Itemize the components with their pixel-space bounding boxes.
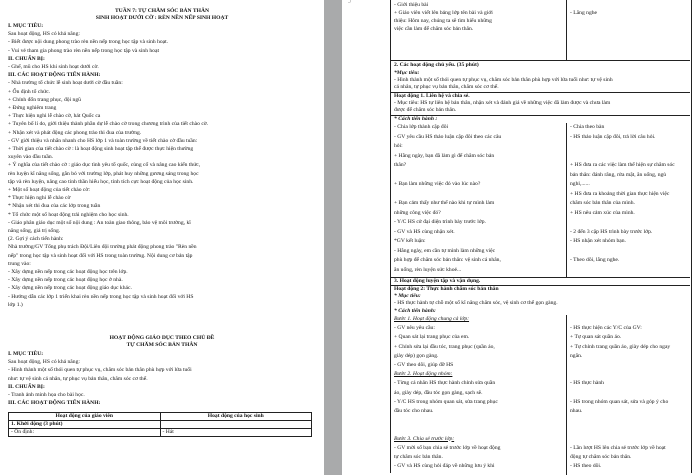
table-cell: + Giáo viên viết lên bảng lớp tên bài và giới [394,10,493,16]
teacher-step: - Hằng ngày, em cần tự mình làm những việc [394,247,496,254]
text-line: - Hướng dẫn các lớp 1 triển khai rèn nền nếp trong học tập và sinh hoạt đối với HS [8,293,194,300]
student-step: + Tự chỉnh trang quần áo, giày dép cho ngay [570,343,671,350]
text-line: - Vui vẻ tham gia phong trào rèn nền nếp trong học tập và sinh hoạt [8,47,160,54]
row-divider [390,60,690,61]
text-line: - Ghế, mũ cho HS khi sinh hoạt dưới cờ. [8,64,99,70]
student-step: - Chia theo bàn [570,124,605,130]
table-cell: 1. Khởi động (3 phút) [9,420,161,428]
text-line: - Hình thành một số thói quen tự phục vụ, chăm sóc bản thân phù hợp với lứa tuổi [8,367,192,374]
text-line: nếp" trong học tập và sinh hoạt đối với HS trong toàn trường. Nội dung cơ bản tập [8,252,193,259]
text-line: như: tự vệ sinh cá nhân, tự phục vụ bản thân, chăm sóc cơ thể. [8,375,148,382]
teacher-step: giày dép) gọn gàng. [394,352,439,359]
text-line: - GV giới thiệu và nhắn nhanh cho HS lớp 1 và toàn trường về tiết chào cờ đầu tuần: [8,137,198,144]
text-line: - Xây dựng nền nếp trong các hoạt động học ở nhà. [8,277,123,284]
teacher-step: - Y/C HS trong nhóm quan sát, sửa trang phục [394,398,498,405]
student-step: - HS theo dõi. [570,463,602,470]
section-heading: II. CHUẨN BỊ: [8,55,45,62]
section-heading: III. CÁC HOẠT ĐỘNG TIẾN HÀNH: [8,72,101,79]
text-line: + Nhận xét và phát động các phong trào thi đua của trường. [8,129,142,136]
teacher-step: những công việc đó? [394,209,441,216]
teacher-step: - GV nêu yêu cầu: [394,325,435,332]
activity-2-goal: - HS thực hành tự chỗ một số kĩ năng chăm sóc, vệ sinh cơ thể gọn gàng. [394,300,558,306]
activity-2-title: Hoạt động 2: Thực hành chăm sóc bản thân [394,286,499,292]
steps-label: * Cách tiến hành : [394,116,438,122]
teacher-step: hỏi: [394,143,403,149]
teacher-step: phù hợp để chăm sóc bản thân: vệ sinh cá nhân, [394,257,501,263]
activity-1-goal: được để chăm sóc bản thân. [394,107,457,113]
student-step: động tự chăm sóc bản thân. [570,454,632,460]
section-heading: 3. Hoạt động luyện tập và vận dụng. [394,278,481,284]
text-line: Nhà trường/GV Tổng phụ trách Đội/Liên đội trường phát động phong trào "Rèn nền [8,244,197,251]
text-line: xuyên vào đầu tuần. [8,154,54,161]
student-step: chăm sóc bản thân của mình. [570,200,635,206]
goal-line: - Hình thành một số thói quen tự phục vụ, chăm sóc bản thân phù hợp với lứa tuổi như: tự vệ sinh [394,77,613,83]
teacher-step: *GV kết luận: [394,238,426,244]
teacher-step: - Từng cá nhân HS thực hành chỉnh sửa quần [394,380,496,387]
table-cell: - Giới thiệu bài [394,2,429,8]
activity-table [8,412,312,437]
text-line: + Chỉnh đốn trang phục, đội ngũ [8,96,81,103]
table-header-teacher: Hoạt động của giáo viên [9,413,161,421]
column-divider-mid [566,123,567,277]
table-row [9,428,312,436]
text-line: * Nhận xét thi đua của các lớp trong tuần [8,203,101,210]
teacher-step: - Y/C HS cử đại diện trình bày trước lớp. [394,219,486,225]
teacher-step: đầu tóc cho nhau. [394,408,434,414]
section-heading: I. MỤC TIÊU: [8,351,44,357]
teacher-step: - Chia lớp thành cặp đôi [394,124,449,130]
page-title: TUẦN 7: TỰ CHĂM SÓC BẢN THÂN [114,8,210,14]
teacher-step: thân? [394,162,407,168]
text-line: - Biết được nội dung phong trào rèn nền nếp trong học tập và sinh hoạt. [8,39,169,46]
text-line: + Tuyên bố lí do, giới thiệu thành phần dự lễ chào cờ trong chương trình của tiết chào cờ. [8,121,209,128]
text-line: Sau hoạt động, HS có khả năng: [8,359,80,366]
student-step: - HS thực hành [570,380,604,387]
student-step: + HS đưa ra các việc làm thể hiện sự chăm sóc [570,162,675,168]
text-line: Sau hoạt động, HS có khả năng: [8,31,80,38]
teacher-step: - GV và HS cùng hỏi đáp về những lưu ý khi [394,463,495,470]
teacher-step: - GV theo dõi, giúp đỡ HS [394,362,454,368]
student-step: ngắn. [570,352,583,359]
text-line: rèn luyện kĩ năng sống, gắn bó với trường lớp, phát huy những gương sáng trong học [8,170,199,177]
text-line: + Một số hoạt động của tiết chào cờ: [8,187,90,193]
column-divider-top [566,0,567,60]
student-step: - HS nhận xét nhóm bạn. [570,238,626,244]
table-cell: thiệu: Hôm nay, chúng ta sẽ tìm hiểu những [394,18,492,24]
teacher-step: - GV và HS cùng nhận xét. [394,228,455,235]
text-line: năng sống, giá trị sống. [8,228,61,234]
text-line: tập và rèn luyện, nâng cao tinh thần hiểu học, tinh tích cực hoạt động của học sinh. [8,178,194,185]
page-subtitle: SINH HOẠT DƯỚI CỜ : RÈN NỀN NẾP SINH HOẠT [95,15,229,21]
section-subtitle: TỰ CHĂM SÓC BẢN THÂN [126,342,198,348]
teacher-step: + Hằng ngày, bạn đã làm gì để chăm sóc bản [394,152,495,159]
teacher-step: áo, giày dép, đầu tóc gọn gàng, sạch sẽ. [394,389,483,396]
text-line: + Đứng nghiêm trang [8,105,57,111]
teacher-step: + Bạn làm những việc đó vào lúc nào? [394,181,481,187]
teacher-step: ăn uống, rèn luyện sức khoẻ... [394,266,462,273]
document-page-right [342,0,700,475]
student-step: - HS trong nhóm quan sát, sửa và góp ý cho [570,398,669,405]
student-step: nghỉ,...... [570,181,590,187]
student-step: + HS nêu cảm xúc của mình. [570,209,635,216]
text-line: trung vào: [8,260,31,267]
table-header-row [9,413,312,421]
section-heading: 2. Các hoạt động chủ yếu. (35 phút) [394,62,479,68]
goal-label: *Mục tiêu: [394,70,420,76]
table-cell: - Lắng nghe [570,10,598,16]
activity-1-goal: - Mục tiêu: HS tự liên hệ bản thân, nhận xét và đánh giá về những việc đã làm được và chưa làm [394,100,611,106]
table-cell: việc cần làm để chăm sóc bản thân. [394,26,474,32]
page-corner-mark: ┘ [348,0,353,6]
teacher-step: Bước 2. Hoạt động nhóm: [394,371,453,378]
text-line: - Nhà trường tổ chức lễ sinh hoạt dưới cờ đầu tuần: [8,80,123,87]
teacher-step: Bước 3. Chia sẻ trước lớp: [394,435,455,442]
text-line: + Thực hiện nghi lễ chào cờ, hát Quốc ca [8,113,101,120]
text-line: (2. Gợi ý cách tiến hành: [8,236,64,243]
student-step: + HS đưa ra khoảng thời gian thực hiện việc [570,190,670,197]
text-line: * Thực hiện nghi lễ chào cờ [8,195,71,202]
student-step: - HS thảo luận cặp đôi, trả lời câu hỏi. [570,133,656,140]
teacher-step: - GV mời số bạn chia sẻ trước lớp về hoạt động [394,444,501,451]
section-title: HOẠT ĐỘNG GIÁO DỤC THEO CHỦ ĐỀ [109,335,215,341]
column-divider-bottom [566,315,567,475]
steps-label: * Cách tiến hành: [394,308,436,314]
text-line: - Xây dựng nền nếp trong các hoạt động học trên lớp. [8,269,128,275]
teacher-step: tự chăm sóc bản thân. [394,454,443,460]
text-line: lớp 1.) [8,301,23,308]
text-line: * Tổ chức một số hoạt động trải nghiệm cho học sinh. [8,211,129,218]
text-line: + Ổn định tổ chức. [8,88,51,95]
table-cell: - Ổn định: [9,428,161,436]
table-row [9,420,312,428]
teacher-step: + Chỉnh sửa lại đầu tóc, trang phục (quần áo, [394,343,495,350]
table-cell [160,420,312,428]
teacher-step: Bước 1. Hoạt động chung cả lớp: [394,316,470,322]
teacher-step: + Quan sát lại trang phục của em. [394,334,470,341]
section-heading: II. CHUẨN BỊ: [8,383,45,390]
document-page-left [0,0,324,475]
teacher-step: + Bạn cảm thấy như thế nào khi tự mình làm [394,200,495,206]
student-step: - HS thực hiện các Y/C của GV: [570,325,642,332]
student-step: - Lần lượt HS lên chia sẻ trước lớp về hoạt [570,444,666,451]
text-line: - Tranh ảnh minh họa cho bài học. [8,392,85,398]
student-step: - 2 đến 3 cặp HS trình bày trước lớp. [570,228,653,235]
student-step: bản thân: đánh răng, rửa mặt, ăn uống, ngủ [570,171,667,178]
text-line: - Giáo phân giáo dục một số nội dung : An toàn giao thông, bảo vệ môi trường, kĩ [8,219,191,226]
table-cell: - Hát [160,428,312,436]
student-step: - Theo dõi, lắng nghe. [570,257,620,263]
activity-1-title: Hoạt động 1. Liên hệ và chia sẻ. [394,93,470,99]
student-step: nhau. [570,408,583,414]
text-line: + Thời gian của tiết chào cờ : là hoạt động sinh hoạt tập thể được thực hiện thường [8,146,194,152]
section-heading: III. CÁC HOẠT ĐỘNG TIẾN HÀNH: [8,400,101,407]
table-header-student: Hoạt động của học sinh [160,413,312,421]
goal-line: cá nhân, tự phục vụ bản thân, chăm sóc cơ thể. [394,84,499,90]
text-line: - Xây dựng nền nếp trong các hoạt động giáo dục khác. [8,285,132,292]
text-line: + Ý nghĩa của tiết chào cờ : giáo dục tình yêu tổ quốc, củng cố và nâng cao kiến thức, [8,162,201,169]
teacher-step: - GV yêu cầu HS thảo luận cặp đôi theo các câu [394,133,502,140]
student-step: + Tự quan sát quần áo. [570,334,622,341]
goal-label: * Mục tiêu: [394,293,421,299]
section-heading: I. MỤC TIÊU: [8,23,44,29]
